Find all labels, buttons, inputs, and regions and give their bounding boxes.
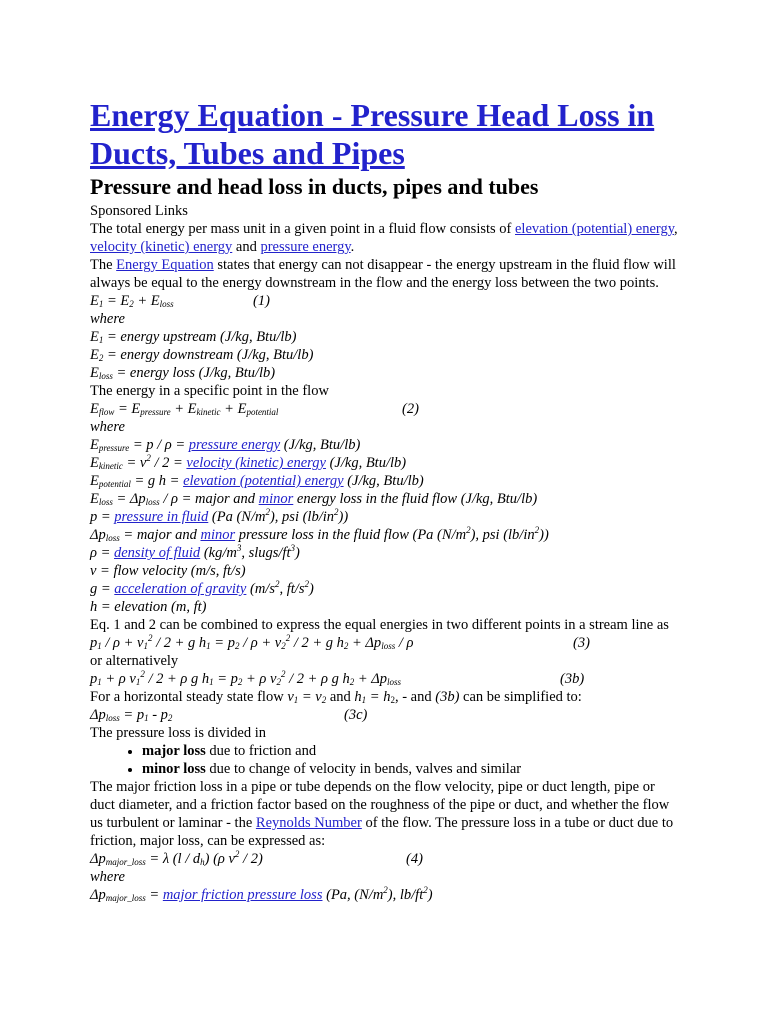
def-v: v = flow velocity (m/s, ft/s) (90, 563, 246, 579)
def-g: g = acceleration of gravity ($m/s^2$, $ft/s^2$) (90, 579, 314, 597)
pressure-energy-link[interactable]: pressure energy (260, 239, 351, 255)
equation-4-number: (4) (406, 851, 423, 867)
eq-para-text-2: states that energy can not disappear - the energy upstream in the fluid flow will always be equal to the energy downstream in the flow and the energy loss between the two points. (90, 257, 676, 291)
intro-text-3: and (232, 239, 261, 255)
page-subtitle: Pressure and head loss in ducts, pipes and tubes (90, 174, 539, 199)
divided-text: The pressure loss is divided in (90, 725, 266, 741)
def-epotential: $E_{potential} = g$ h = elevation (potential) energy (J/kg, Btu/lb) (90, 473, 424, 489)
intro-text-2: , (674, 221, 678, 237)
equation-4: $\Delta p_{major\_loss} = \lambda$ $(l / d_h)$ (ρ $v^2 / 2$) (4) (90, 849, 423, 867)
kinetic-energy-def-link[interactable]: velocity (kinetic) energy (186, 455, 326, 471)
elevation-energy-link[interactable]: elevation (potential) energy (515, 221, 675, 237)
density-link[interactable]: density of fluid (114, 545, 201, 561)
major-friction-loss-link[interactable]: major friction pressure loss (162, 887, 323, 903)
def-dp-major: $\Delta p_{major\_loss}$ = major friction pressure loss (Pa, $(N/m^2)$, $lb/ft^2$) (90, 885, 433, 903)
equation-2: $E_{flow} = E_{pressure} + E_{kinetic} + E_{potential}$ (2) (90, 401, 419, 417)
reynolds-number-link[interactable]: Reynolds Number (255, 815, 362, 831)
velocity-energy-link[interactable]: velocity (kinetic) energy (90, 239, 233, 255)
pressure-energy-def-link[interactable]: pressure energy (188, 437, 281, 453)
equation-3c-number: (3c) (344, 707, 368, 723)
or-alternatively: or alternatively (90, 653, 179, 669)
sponsored-label: Sponsored Links (90, 203, 188, 219)
potential-energy-def-link[interactable]: elevation (potential) energy (183, 473, 344, 489)
equation-3-number: (3) (573, 635, 590, 651)
energy-equation-link[interactable]: Energy Equation (116, 257, 214, 273)
def-ekinetic: $E_{kinetic} = v^2 / 2$ = velocity (kinetic) energy (J/kg, Btu/lb) (90, 453, 407, 471)
def-e1: $E_1$ = energy upstream (J/kg, Btu/lb) (90, 329, 297, 345)
specific-point-text: The energy in a specific point in the flow (90, 383, 329, 399)
list-item-minor-loss: • minor loss due to change of velocity in bends, valves and similar (142, 760, 678, 778)
intro-paragraph (90, 220, 678, 256)
list-item-major-loss: • major loss due to friction and (142, 742, 678, 760)
intro-text-4: . (350, 239, 355, 255)
def-e2: $E_2$ = energy downstream (J/kg, Btu/lb) (90, 347, 314, 363)
where-label-1: where (90, 311, 125, 327)
eq-para-text-1: The (90, 257, 117, 273)
equation-1: $E_1 = E_2 + E_{loss}$ (1) (90, 293, 270, 309)
equation-2-number: (2) (402, 401, 419, 417)
equation-3c: $\Delta p_{loss} = p_1 - p_2$ (3c) (90, 707, 368, 723)
loss-type-list (90, 742, 678, 778)
def-eloss: $E_{loss}$ = energy loss (J/kg, Btu/lb) (90, 365, 276, 381)
combine-paragraph: Eq. 1 and 2 can be combined to express the equal energies in two different points in a stream line as (90, 617, 669, 633)
where-label-4: where (90, 869, 125, 885)
major-friction-paragraph: The major friction loss in a pipe or tube depends on the flow velocity, pipe or duct length, pipe or duct diameter, and a friction factor based on the roughness of the pipe or duct, and whether the flow us turbulent or laminar - the Reynolds Number of the flow. The pressure loss in a tube or duct due to friction, major loss, can be expressed as: (90, 779, 674, 849)
def-p: p = pressure in fluid (Pa $(N/m^2)$, psi $(lb/in^2)$) (90, 507, 349, 525)
def-dploss: $\Delta p_{loss}$ = major and minor pressure loss in the fluid flow (Pa $(N/m^2)$, psi $(lb/in^2)$) (90, 525, 549, 543)
equation-3b: $p_1 + \rho$ $v_1^2 / 2 + \rho$ g $h_1 = p_2 + \rho$ $v_2^2 / 2 + \rho$ g $h_2 + \Delta p_{loss}$ (3b) (90, 669, 585, 687)
equation-3: $p_1 / \rho + v_1^2 / 2 + g$ $h_1 = p_2 / \rho + v_2^2 / 2 + g$ $h_2 + \Delta p_{loss} / \rho$ (3) (90, 633, 590, 651)
def-rho: ρ = density of fluid ($kg/m^3$, slugs/$ft^3$) (90, 543, 300, 561)
def-eloss-2: $E_{loss} = \Delta p_{loss} / \rho$ = major and minor energy loss in the fluid flow (J/kg, Btu/lb) (90, 491, 538, 507)
page-title (90, 96, 678, 172)
equation-3b-number: (3b) (560, 671, 585, 687)
intro-text-1: The total energy per mass unit in a given point in a fluid flow consists of (90, 221, 515, 237)
minor-loss-link-2[interactable]: minor (200, 527, 236, 543)
def-epressure: $E_{pressure} = p / \rho$ = pressure energy (J/kg, Btu/lb) (90, 437, 361, 453)
pressure-in-fluid-link[interactable]: pressure in fluid (114, 509, 209, 525)
def-h: h = elevation (m, ft) (90, 599, 207, 615)
energy-equation-paragraph (90, 256, 678, 292)
gravity-link[interactable]: acceleration of gravity (114, 581, 247, 597)
where-label-2: where (90, 419, 125, 435)
horizontal-flow-paragraph: For a horizontal steady state flow $v_1 = v_2$ and $h_1 = h_2$, - and (3b) can be simplified to: (90, 689, 582, 705)
title-link[interactable]: Energy Equation - Pressure Head Loss in Ducts, Tubes and Pipes (90, 97, 655, 171)
equation-1-number: (1) (253, 293, 270, 309)
minor-loss-link-1[interactable]: minor (258, 491, 294, 507)
